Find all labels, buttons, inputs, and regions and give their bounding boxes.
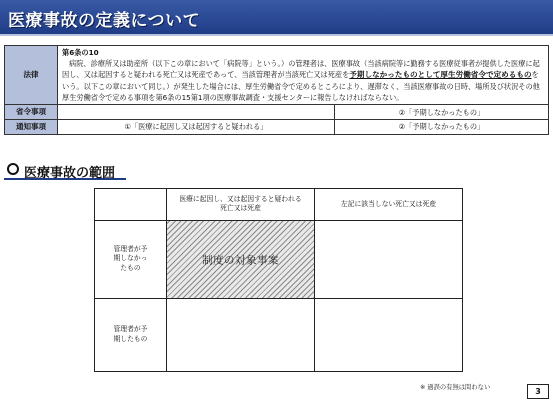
matrix-target-cell — [167, 221, 315, 299]
law-label: 法律 — [5, 46, 58, 105]
ordinance-row — [5, 105, 549, 120]
matrix-cell-2-1 — [167, 299, 315, 371]
ordinance-col-1 — [58, 105, 335, 120]
col-header-1-text: 医療に起因し、又は起因すると疑われる死亡又は死産 — [179, 194, 302, 213]
title-bar — [0, 0, 553, 36]
matrix-col-header-1 — [167, 189, 315, 221]
page-title: 医療事故の定義について — [8, 11, 201, 31]
section-heading — [4, 162, 126, 180]
article-text-part-1: 病院、診療所又は助産所（以下この章において「病院等」という。）の管理者は、医療事故（当該病院等に勤務する医療従事者が提供した医療に起因し、又は起因すると疑われる死亡又は死産であって、当該管理者が当該死亡又は死産を — [62, 59, 540, 80]
article-text — [62, 58, 544, 103]
section-title: 医療事故の範囲 — [24, 166, 116, 181]
row-header-1-text: 管理者が予期しなかったもの — [113, 244, 148, 273]
accident-scope-matrix — [94, 188, 463, 372]
matrix-cell-1-2 — [315, 221, 462, 299]
page-number: 3 — [527, 384, 549, 399]
matrix-corner-cell — [95, 189, 167, 221]
matrix-cell-2-2 — [315, 299, 462, 371]
footnote: ※ 過誤の有無は問わない — [420, 384, 491, 391]
matrix-row-header-1 — [95, 221, 167, 299]
col-header-2-text: 左記に該当しない死亡又は死産 — [340, 199, 437, 208]
ordinance-col-2: ②「予期しなかったもの」 — [335, 105, 549, 120]
article-number: 第6条の10 — [62, 48, 99, 57]
law-definition-table — [4, 45, 549, 135]
law-article-cell — [58, 46, 549, 105]
law-row — [5, 46, 549, 105]
article-highlight: 予期しなかったものとして厚生労働省令で定めるもの — [349, 70, 532, 80]
notice-col-1: ①「医療に起因し又は起因すると疑われる」 — [58, 120, 335, 135]
article-text-part-2: をいう。以下この章において同じ。）が発生した場合には、厚生労働省令で定めるところにより、遅滞なく、当該医療事故の日時、場所及び状況その他厚生労働省令で定める事項を第6条の15第1項の医療事故調査・支援センターに報告しなければならない。 — [62, 70, 540, 103]
notice-col-2: ②「予期しなかったもの」 — [335, 120, 549, 135]
notice-label: 通知事項 — [5, 120, 58, 135]
notice-row — [5, 120, 549, 135]
target-cases-label: 制度の対象事案 — [202, 254, 279, 266]
matrix-col-header-2 — [315, 189, 462, 221]
row-header-2-text: 管理者が予期したもの — [113, 325, 148, 343]
matrix-row-header-2 — [95, 299, 167, 371]
ordinance-label: 省令事項 — [5, 105, 58, 120]
circle-bullet-icon — [7, 163, 19, 175]
